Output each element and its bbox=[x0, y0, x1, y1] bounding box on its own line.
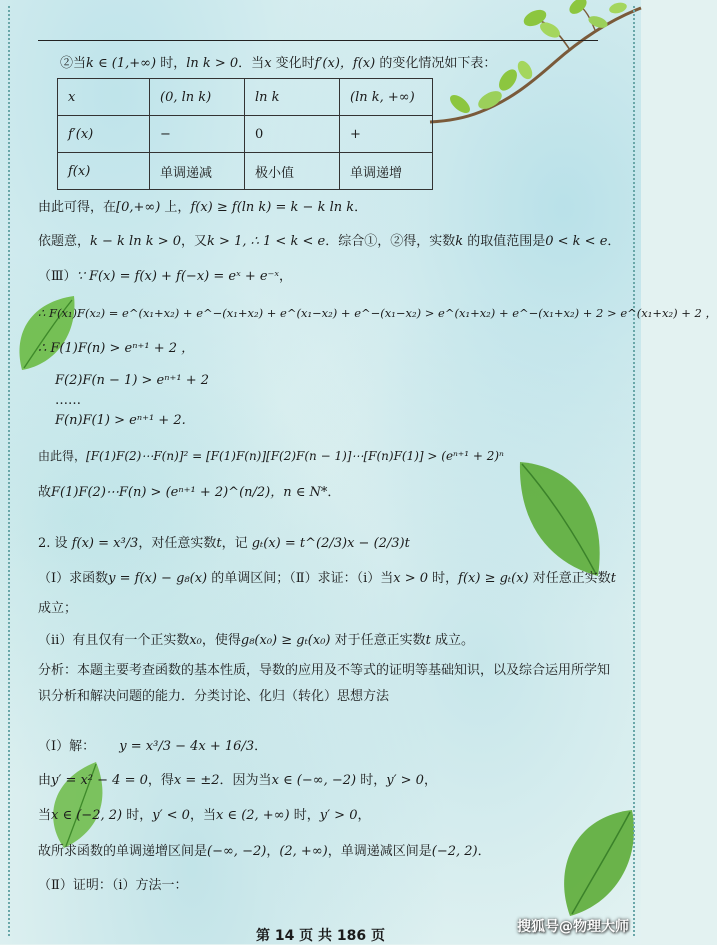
text-span: 由此得， bbox=[38, 449, 87, 463]
line-22: （Ⅱ）证明：（ⅰ）方法一： bbox=[38, 878, 188, 893]
variation-table bbox=[57, 78, 433, 190]
text-span: 故 bbox=[38, 485, 52, 500]
line-20 bbox=[38, 807, 370, 825]
math-span: x₀ bbox=[189, 633, 202, 648]
math-span: x ∈ (−∞, −2) bbox=[271, 773, 357, 788]
math-span: f(x) ≥ gₜ(x) bbox=[458, 571, 529, 586]
text-span: ． bbox=[354, 200, 368, 215]
text-span: 时， bbox=[428, 571, 459, 586]
math-span: k ∈ (1,+∞) bbox=[86, 56, 157, 71]
text-span: 当 bbox=[38, 808, 52, 823]
math-span: y′ > 0 bbox=[319, 808, 358, 823]
line-18 bbox=[38, 738, 267, 756]
text-span: 的变化情况如下表： bbox=[375, 56, 497, 71]
math-span: g₈(x₀) ≥ gₜ(x₀) bbox=[240, 633, 331, 648]
line-13 bbox=[38, 570, 616, 588]
text-span: 2. 设 bbox=[38, 536, 68, 551]
table-cell: − bbox=[150, 116, 245, 153]
table-cell: + bbox=[340, 116, 433, 153]
header-rule bbox=[38, 40, 598, 41]
math-span: f(x) = x³/3 bbox=[71, 536, 139, 551]
math-span: x bbox=[264, 56, 272, 71]
line-10 bbox=[38, 447, 504, 465]
math-span: F(1)F(2)⋯F(n) > (eⁿ⁺¹ + 2)^(n/2)，n ∈ N* bbox=[51, 485, 328, 500]
text-span: ， bbox=[357, 808, 371, 823]
line-19 bbox=[38, 772, 437, 790]
math-span: x ∈ (2, +∞) bbox=[215, 808, 290, 823]
math-span: x > 0 bbox=[393, 571, 429, 586]
table-cell: 单调递减 bbox=[150, 153, 245, 190]
math-span: k − k ln k > 0 bbox=[90, 234, 182, 249]
table-row bbox=[58, 153, 433, 190]
text-span: ， bbox=[279, 269, 293, 284]
math-span: ln k > 0 bbox=[186, 56, 239, 71]
math-span: ∵ F(x) = f(x) + f(−x) = eˣ + e⁻ˣ bbox=[76, 269, 280, 284]
table-cell: f′(x) bbox=[58, 116, 150, 153]
math-span: k bbox=[455, 234, 464, 249]
line-5: ∴ F(x₁)F(x₂) = e^(x₁+x₂) + e^−(x₁+x₂) + e^(x₁−x₂) + e^−(x₁−x₂) > e^(x₁+x₂) + e^−(x₁+x₂) + 2 > e^(x₁+x₂) + 2 ， bbox=[38, 306, 717, 320]
page-number: 第 14 页 共 186 页 bbox=[255, 928, 386, 944]
math-span: gₜ(x) = t^(2/3)x − (2/3)t bbox=[251, 536, 410, 551]
line-15 bbox=[38, 632, 474, 650]
math-span: k > 1, ∴ 1 < k < e bbox=[207, 234, 326, 249]
text-span: ， bbox=[423, 773, 437, 788]
text-span: ． bbox=[327, 485, 341, 500]
text-span: 由 bbox=[38, 773, 52, 788]
line-6: ∴ F(1)F(n) > eⁿ⁺¹ + 2 ， bbox=[38, 341, 195, 356]
line-2 bbox=[38, 199, 367, 217]
line-8: …… bbox=[55, 393, 81, 408]
table-cell: 0 bbox=[245, 116, 340, 153]
line-11 bbox=[38, 484, 340, 502]
table-cell: (ln k, +∞) bbox=[340, 79, 433, 116]
text-span: 故所求函数的单调递增区间是 bbox=[38, 844, 208, 859]
text-span: （ⅱ）有且仅有一个正实数 bbox=[38, 633, 190, 648]
table-row bbox=[58, 79, 433, 116]
table-cell: f(x) bbox=[58, 153, 150, 190]
table-cell: 单调递增 bbox=[340, 153, 433, 190]
line-3 bbox=[38, 233, 620, 251]
math-span: y = x³/3 − 4x + 16/3 bbox=[119, 739, 255, 754]
text-span: ， bbox=[266, 844, 280, 859]
math-span: y′ > 0 bbox=[386, 773, 424, 788]
text-span: 成立。 bbox=[430, 633, 474, 648]
table-cell: (0, ln k) bbox=[150, 79, 245, 116]
line-7: F(2)F(n − 1) > eⁿ⁺¹ + 2 bbox=[55, 373, 210, 388]
text-span: （Ⅰ）求函数 bbox=[38, 571, 109, 586]
text-span: ，记 bbox=[221, 536, 248, 551]
text-span: 时， bbox=[289, 808, 320, 823]
text-span: 时， bbox=[156, 56, 187, 71]
math-span: t bbox=[425, 633, 431, 648]
math-span: [F(1)F(2)⋯F(n)]² = [F(1)F(n)][F(2)F(n − 1)]⋯[F(n)F(1)] > (eⁿ⁺¹ + 2)ⁿ bbox=[86, 449, 504, 463]
math-span: y′ = x² − 4 = 0 bbox=[51, 773, 148, 788]
line-9: F(n)F(1) > eⁿ⁺¹ + 2. bbox=[55, 413, 186, 428]
text-span: 对于任意正实数 bbox=[330, 633, 426, 648]
line-16: 分析：本题主要考查函数的基本性质，导数的应用及不等式的证明等基础知识，以及综合运用所学知 bbox=[38, 663, 611, 678]
text-span: 变化时 bbox=[271, 56, 315, 71]
math-span: x = ±2 bbox=[173, 773, 220, 788]
watermark: 搜狐号@物理大师 bbox=[517, 919, 629, 935]
text-span: 时， bbox=[356, 773, 387, 788]
text-span: ，单调递减区间是 bbox=[327, 844, 432, 859]
table-cell: x bbox=[58, 79, 150, 116]
math-span: f′(x)，f(x) bbox=[314, 56, 376, 71]
line-17: 识分析和解决问题的能力．分类讨论、化归（转化）思想方法 bbox=[38, 689, 390, 704]
text-span: 上， bbox=[160, 200, 191, 215]
math-span: (−2, 2) bbox=[431, 844, 478, 859]
table-row bbox=[58, 116, 433, 153]
math-span: (−∞, −2) bbox=[207, 844, 267, 859]
text-span: 的单调区间；（Ⅱ）求证：（ⅰ）当 bbox=[207, 571, 394, 586]
math-span: x ∈ (−2, 2) bbox=[51, 808, 123, 823]
math-span: 0 < k < e bbox=[545, 234, 608, 249]
math-span: y = f(x) − g₈(x) bbox=[108, 571, 208, 586]
line-4 bbox=[38, 268, 292, 286]
text-span: ，得 bbox=[147, 773, 174, 788]
text-span: 的取值范围是 bbox=[463, 234, 546, 249]
table-cell: 极小值 bbox=[245, 153, 340, 190]
text-span: ②当 bbox=[60, 56, 87, 71]
line-1 bbox=[60, 55, 496, 73]
math-span: [0,+∞) bbox=[116, 200, 161, 215]
text-span: 时， bbox=[122, 808, 153, 823]
math-span: t bbox=[216, 536, 222, 551]
line-21 bbox=[38, 843, 491, 861]
text-span: ，当 bbox=[189, 808, 216, 823]
text-span: ．综合①，②得，实数 bbox=[325, 234, 456, 249]
text-span: ．当 bbox=[238, 56, 265, 71]
text-span: （Ⅲ） bbox=[38, 269, 77, 284]
math-span: f(x) ≥ f(ln k) = k − k ln k bbox=[190, 200, 355, 215]
math-span: (2, +∞) bbox=[279, 844, 328, 859]
text-span: 依题意， bbox=[38, 234, 91, 249]
table-cell: ln k bbox=[245, 79, 340, 116]
line-12 bbox=[38, 535, 410, 553]
text-span: ．因为当 bbox=[219, 773, 272, 788]
text-span: ，又 bbox=[181, 234, 208, 249]
text-span: ，对任意实数 bbox=[138, 536, 217, 551]
text-span: ． bbox=[477, 844, 491, 859]
math-span: y′ < 0 bbox=[152, 808, 190, 823]
text-span: ． bbox=[254, 739, 268, 754]
text-span: （Ⅰ）解： bbox=[38, 739, 96, 754]
text-span: 对任意正实数 bbox=[528, 571, 611, 586]
line-14: 成立； bbox=[38, 601, 78, 616]
text-span: 由此可得，在 bbox=[38, 200, 117, 215]
text-span: ． bbox=[607, 234, 621, 249]
math-span: t bbox=[610, 571, 616, 586]
text-span: ，使得 bbox=[201, 633, 241, 648]
